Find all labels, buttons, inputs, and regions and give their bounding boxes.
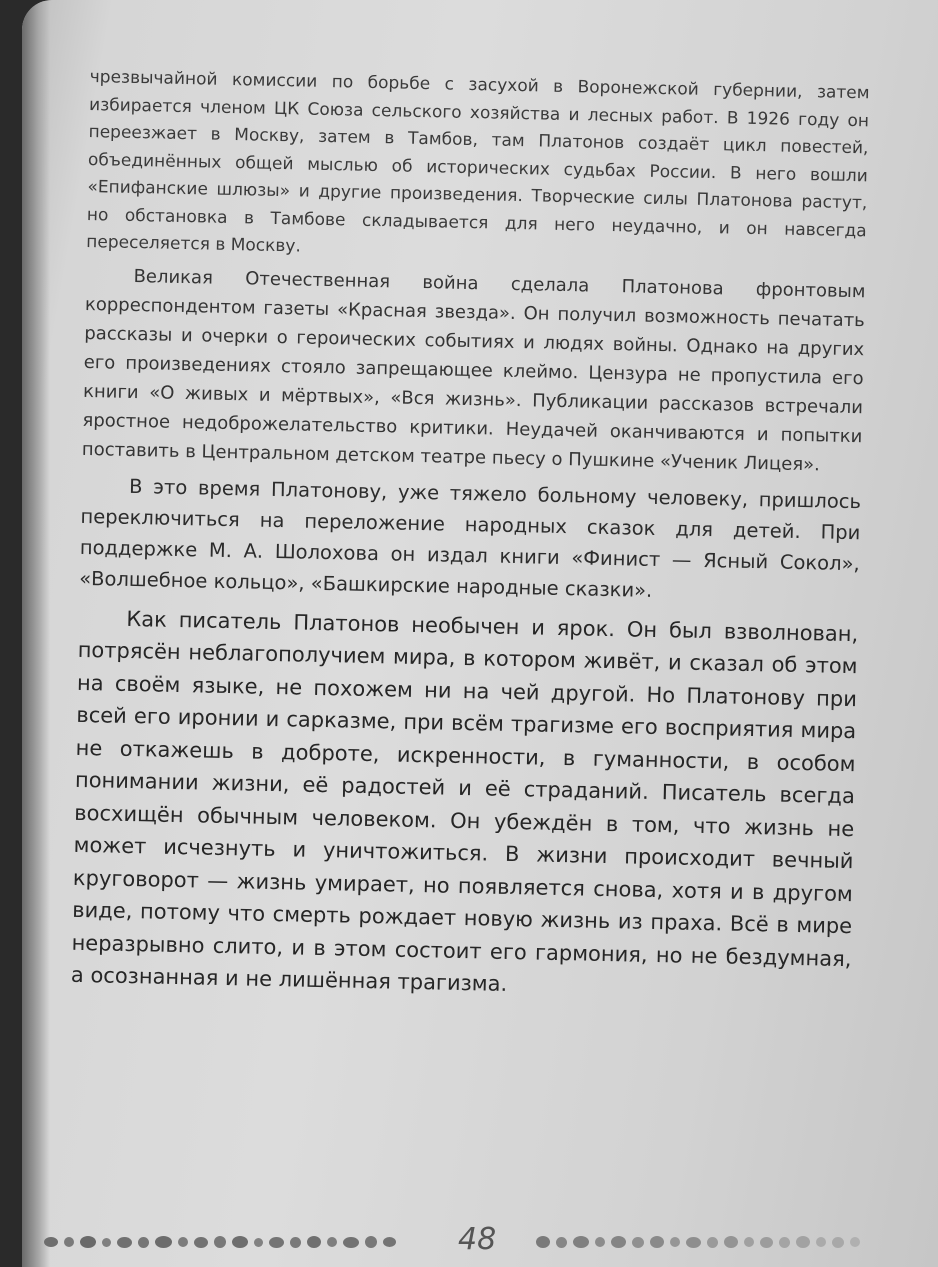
paragraph-3: В это время Платонову, уже тяжело больному человеку, пришлось переключиться на переложение народных сказок для детей. При поддержке М. А. Шолохова он издал книги «Финист — Ясный Сокол», «Волшебное кольцо», «Башкирские народные сказки». <box>78 474 862 602</box>
page-text <box>71 64 870 1008</box>
paragraph-2: Великая Отечественная война сделала Платонова фронтовым корреспондентом газеты «Красная звезда». Он получил возможность печатать рассказы и очерки о героических событиях и людях войны. Однако на других его произведениях стояло запрещающее клеймо. Цензура не пропустила его книги «О живых и мёртвых», «Вся жизнь». Публикации рассказов встречали яростное недоброжелательство критики. Неудачей оканчиваются и попытки поставить в Центральном детском театре пьесу о Пушкине «Ученик Лицея». <box>81 265 866 475</box>
book-page <box>22 0 938 1267</box>
page-footer <box>22 1210 938 1267</box>
paragraph-1: чрезвычайной комиссии по борьбе с засухой в Воронежской губернии, затем избирается членом ЦК Союза сельского хозяйства и лесных работ. В 1926 году он переезжает в Москву, затем в Тамбов, там Платонов создаёт цикл повестей, объединённых общей мыслью об исторических судьбах России. В него вошли «Епифанские шлюзы» и другие произведения. Творческие силы Платонова растут, но обстановка в Тамбове складывается для него неудачно, и он навсегда переселяется в Москву. <box>86 66 870 257</box>
book-gutter-shadow <box>22 0 50 1267</box>
paragraph-4: Как писатель Платонов необычен и ярок. Он был взволнован, потрясён неблагополучием мира, в котором живёт, и сказал об этом на своём языке, не похожем ни на чей другой. Но Платонову при всей его иронии и сарказме, при всём трагизме его восприятия мира не откажешь в доброте, искренности, в гуманности, в особом понимании жизни, её радостей и её страданий. Писатель всегда восхищён обычным человеком. Он убеждён в том, что жизнь не может исчезнуть и уничтожиться. В жизни происходит вечный круговорот — жизнь умирает, но появляется снова, хотя и в другом виде, потому что смерть рождает новую жизнь из праха. Всё в мире неразрывно слито, и в этом состоит его гармония, но не бездумная, а осознанная и не лишённая трагизма. <box>70 606 859 996</box>
page-number: 48 <box>458 1222 497 1257</box>
decorative-dots-left <box>44 1224 396 1260</box>
decorative-dots-right <box>536 1224 860 1260</box>
